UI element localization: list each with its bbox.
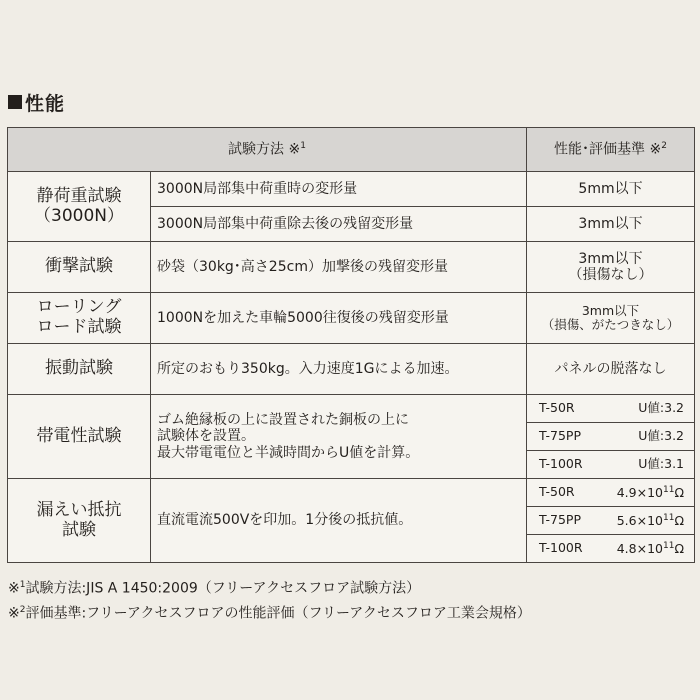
header-criteria-note: 2 bbox=[661, 141, 667, 152]
method-static-charge-line3: 最大帯電電位と半減時間からU値を計算。 bbox=[157, 444, 420, 461]
criteria-static-charge-3 bbox=[527, 451, 695, 479]
resistance-unit: Ω bbox=[674, 540, 685, 556]
footnote-1 bbox=[8, 575, 531, 600]
footnote-2-number: 2 bbox=[19, 604, 26, 615]
footnote-2-mark: ※ bbox=[8, 605, 20, 622]
header-criteria bbox=[527, 128, 695, 172]
method-leakage: 直流電流500Vを印加。1分後の抵抗値。 bbox=[151, 479, 527, 563]
resistance-unit: Ω bbox=[674, 512, 685, 528]
section-heading bbox=[8, 87, 65, 117]
header-test-method bbox=[8, 128, 527, 172]
table-header-row bbox=[8, 128, 695, 172]
category-impact: 衝撃試験 bbox=[8, 242, 151, 293]
category-static-charge: 帯電性試験 bbox=[8, 395, 151, 479]
category-leakage-line1: 漏えい抵抗 bbox=[36, 499, 122, 520]
criteria-rolling-load bbox=[527, 293, 695, 344]
table-row bbox=[8, 293, 695, 344]
u-value: U値:3.2 bbox=[638, 400, 685, 416]
method-static-charge bbox=[151, 395, 527, 479]
criteria-static-charge-1 bbox=[527, 395, 695, 423]
method-static-charge-line2: 試験体を設置。 bbox=[157, 428, 255, 445]
model-name: T-100R bbox=[539, 539, 583, 555]
performance-table bbox=[7, 127, 695, 563]
resistance-value bbox=[617, 485, 684, 501]
resistance-mantissa: 4.8×10 bbox=[616, 540, 663, 556]
category-static-load bbox=[8, 172, 151, 242]
category-rolling-load-line2: ロード試験 bbox=[36, 317, 122, 337]
section-title: 性能 bbox=[25, 92, 66, 115]
method-static-load-1: 3000N局部集中荷重時の変形量 bbox=[151, 172, 527, 207]
method-static-load-2: 3000N局部集中荷重除去後の残留変形量 bbox=[151, 207, 527, 242]
table-row bbox=[8, 344, 695, 395]
criteria-leakage-2 bbox=[527, 507, 695, 535]
table-row bbox=[8, 242, 695, 293]
footnote-1-number: 1 bbox=[19, 580, 26, 590]
criteria-static-load-1: 5mm以下 bbox=[527, 172, 695, 207]
method-vibration: 所定のおもり350kg。入力速度1Gによる加速。 bbox=[151, 344, 527, 395]
category-rolling-load-line1: ローリング bbox=[36, 297, 122, 318]
method-static-charge-line1: ゴム絶縁板の上に設置された銅板の上に bbox=[157, 412, 409, 429]
footnote-2-text: 評価基準:フリーアクセスフロアの性能評価（フリーアクセスフロア工業会規格） bbox=[25, 605, 531, 622]
model-name: T-75PP bbox=[539, 428, 581, 444]
resistance-value bbox=[617, 513, 684, 529]
u-value: U値:3.2 bbox=[638, 428, 685, 444]
resistance-exponent: 11 bbox=[663, 484, 675, 495]
model-name: T-75PP bbox=[539, 511, 581, 527]
method-impact: 砂袋（30kg･高さ25cm）加撃後の残留変形量 bbox=[151, 242, 527, 293]
category-leakage-line2: 試験 bbox=[62, 519, 96, 540]
category-static-load-line2: （3000N） bbox=[34, 205, 124, 226]
resistance-exponent: 11 bbox=[663, 540, 675, 551]
criteria-impact bbox=[527, 242, 695, 293]
table-row bbox=[8, 395, 695, 423]
resistance-mantissa: 4.9×10 bbox=[616, 484, 663, 500]
footnotes bbox=[8, 575, 531, 624]
criteria-vibration: パネルの脱落なし bbox=[527, 344, 695, 395]
criteria-rolling-load-line2: （損傷、がたつきなし） bbox=[541, 317, 680, 332]
footnote-1-mark: ※ bbox=[8, 580, 20, 597]
criteria-rolling-load-line1: 3mm以下 bbox=[581, 302, 640, 318]
resistance-value bbox=[617, 541, 684, 557]
header-test-method-note: 1 bbox=[300, 141, 306, 152]
u-value: U値:3.1 bbox=[638, 456, 685, 472]
resistance-exponent: 11 bbox=[663, 512, 675, 523]
footnote-2 bbox=[8, 600, 531, 625]
model-name: T-50R bbox=[539, 400, 575, 416]
table-row bbox=[8, 479, 695, 507]
resistance-mantissa: 5.6×10 bbox=[616, 512, 663, 528]
method-rolling-load: 1000Nを加えた車輪5000往復後の残留変形量 bbox=[151, 293, 527, 344]
criteria-static-charge-2 bbox=[527, 423, 695, 451]
criteria-leakage-3 bbox=[527, 535, 695, 563]
resistance-unit: Ω bbox=[674, 484, 685, 500]
category-leakage bbox=[8, 479, 151, 563]
header-criteria-label: 性能･評価基準 ※ bbox=[554, 141, 662, 158]
criteria-static-load-2: 3mm以下 bbox=[527, 207, 695, 242]
criteria-impact-line1: 3mm以下 bbox=[578, 250, 643, 267]
square-bullet-icon bbox=[8, 95, 22, 109]
model-name: T-100R bbox=[539, 456, 583, 472]
footnote-1-text: 試験方法:JIS A 1450:2009（フリーアクセスフロア試験方法） bbox=[25, 580, 421, 597]
category-vibration: 振動試験 bbox=[8, 344, 151, 395]
header-test-method-label: 試験方法 ※ bbox=[228, 141, 301, 158]
model-name: T-50R bbox=[539, 483, 575, 499]
criteria-leakage-1 bbox=[527, 479, 695, 507]
table-row bbox=[8, 172, 695, 207]
criteria-impact-line2: （損傷なし） bbox=[568, 267, 653, 283]
category-rolling-load bbox=[8, 293, 151, 344]
category-static-load-line1: 静荷重試験 bbox=[36, 185, 122, 206]
